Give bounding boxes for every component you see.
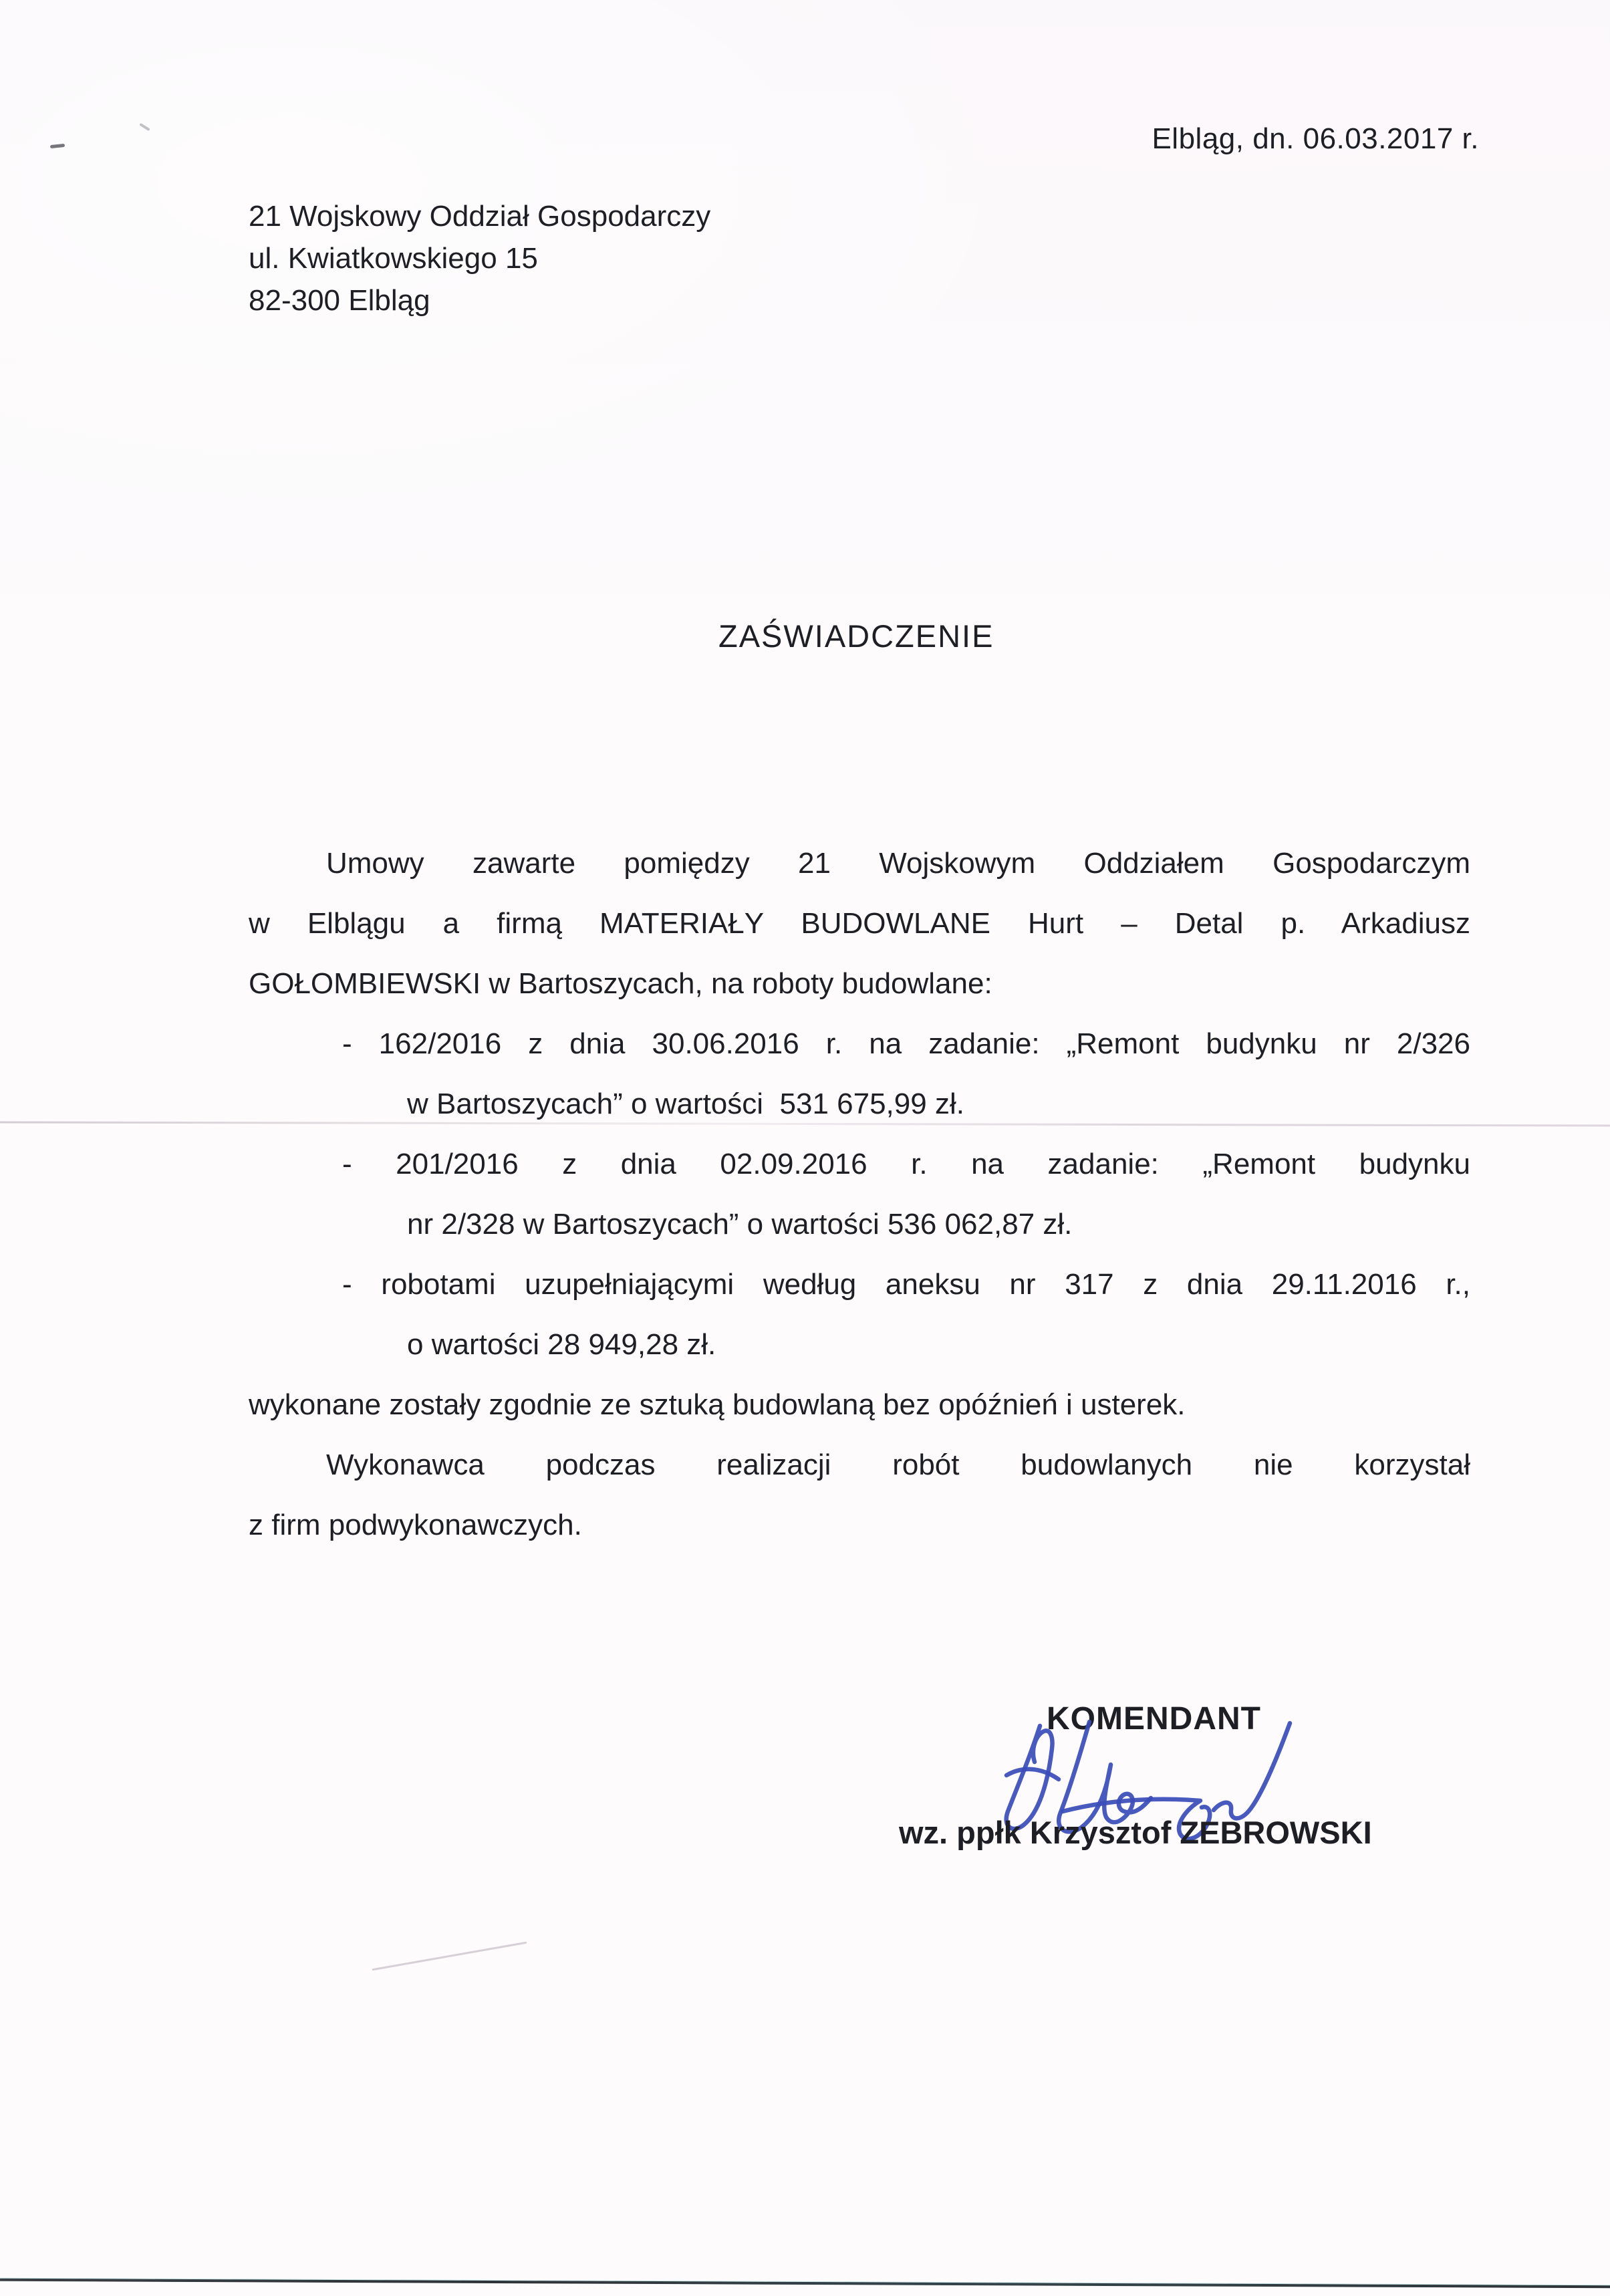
closing-line: Wykonawca podczas realizacji robót budowlanych nie korzystał (326, 1448, 1470, 1481)
scanner-edge-line (0, 2279, 1610, 2289)
document-title: ZAŚWIADCZENIE (718, 618, 994, 654)
bullet-line: w Bartoszycach” o wartości 531 675,99 zł. (407, 1088, 964, 1120)
scan-speck (50, 144, 65, 148)
bullet-line: - 162/2016 z dnia 30.06.2016 r. na zadanie: „Remont budynku nr 2/326 (342, 1027, 1470, 1060)
scan-crease-diagonal (372, 1942, 527, 1971)
closing-line: z firm podwykonawczych. (249, 1509, 582, 1541)
bullet-line: - robotami uzupełniającymi według aneksu nr 317 z dnia 29.11.2016 r., (342, 1268, 1470, 1301)
bullet-line: o wartości 28 949,28 zł. (407, 1328, 716, 1361)
signature-role: KOMENDANT (1047, 1701, 1261, 1737)
sender-line-3: 82-300 Elbląg (249, 284, 430, 317)
document-body (249, 834, 1470, 1555)
closing-line: wykonane zostały zgodnie ze sztuką budowlaną bez opóźnień i usterek. (249, 1388, 1186, 1421)
paragraph-line: w Elblągu a firmą MATERIAŁY BUDOWLANE Hurt – Detal p. Arkadiusz (249, 907, 1470, 940)
sender-line-1: 21 Wojskowy Oddział Gospodarczy (249, 200, 711, 233)
sender-line-2: ul. Kwiatkowskiego 15 (249, 242, 538, 275)
scan-speck (139, 123, 150, 131)
paragraph-line: GOŁOMBIEWSKI w Bartoszycach, na roboty budowlane: (249, 967, 992, 1000)
signature-name: wz. ppłk Krzysztof ZEBROWSKI (899, 1815, 1372, 1850)
sender-address (249, 195, 710, 322)
date-line: Elbląg, dn. 06.03.2017 r. (1152, 122, 1479, 155)
bullet-line: nr 2/328 w Bartoszycach” o wartości 536 062,87 zł. (407, 1208, 1073, 1241)
paragraph-line: Umowy zawarte pomiędzy 21 Wojskowym Oddziałem Gospodarczym (326, 847, 1470, 880)
bullet-line: - 201/2016 z dnia 02.09.2016 r. na zadanie: „Remont budynku (342, 1148, 1470, 1180)
